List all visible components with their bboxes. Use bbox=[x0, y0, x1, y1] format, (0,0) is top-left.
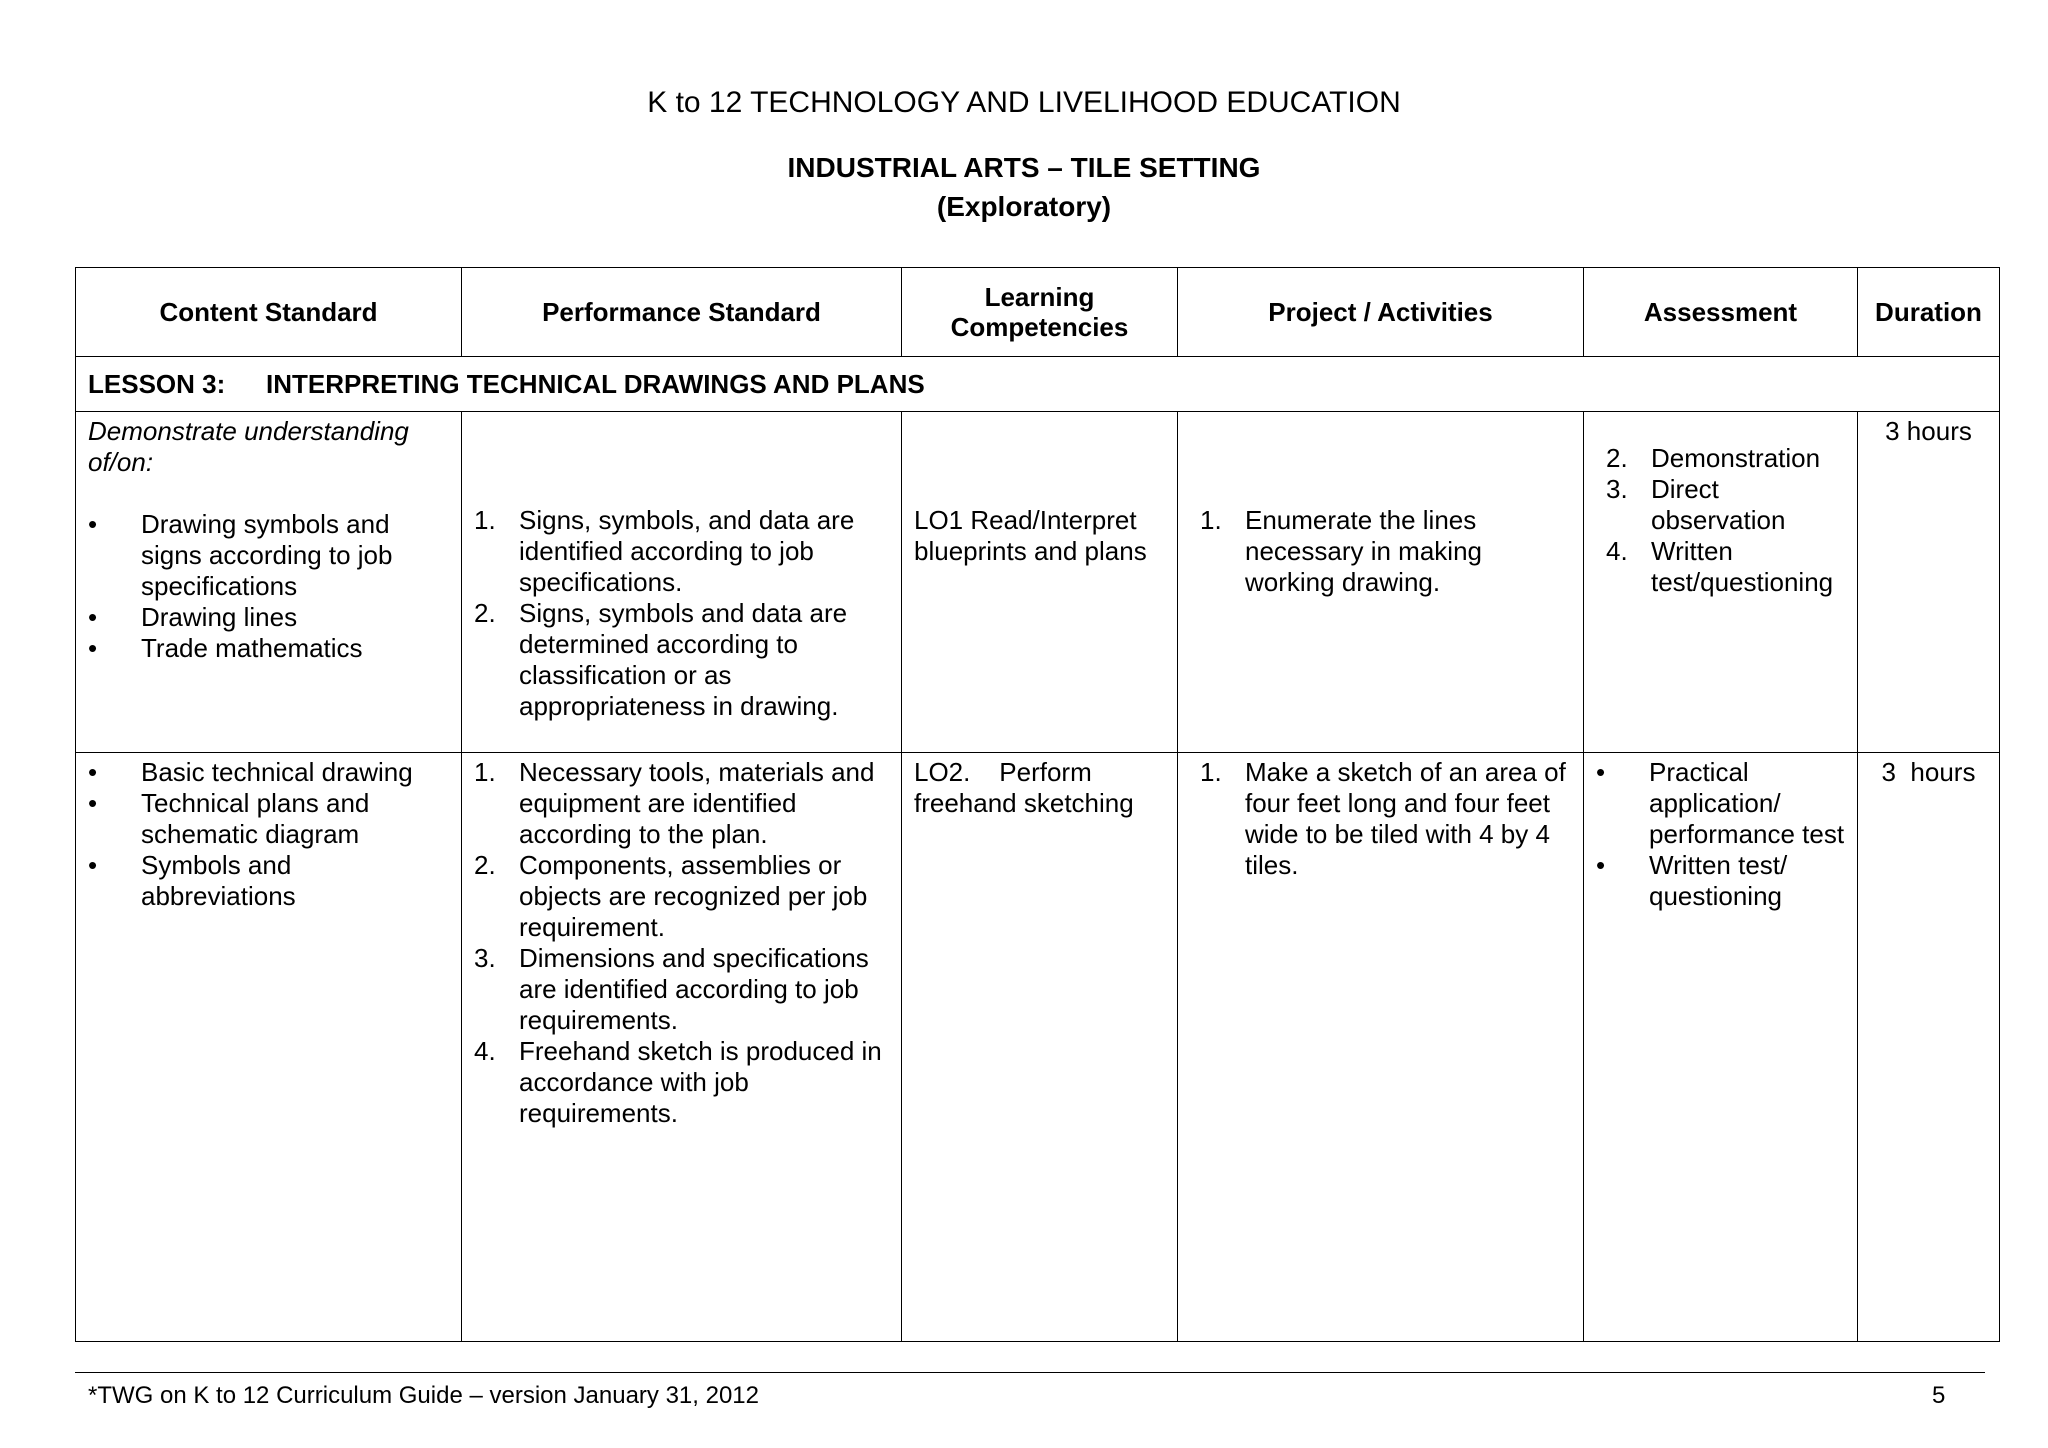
list-item: • Drawing lines bbox=[88, 602, 449, 633]
list-item: 3. Dimensions and specifications are identified according to job requirements. bbox=[474, 943, 869, 1035]
subject-title: INDUSTRIAL ARTS – TILE SETTING bbox=[787, 152, 1261, 183]
list-item: • Symbols and abbreviations bbox=[88, 850, 449, 912]
column-header-content-standard: Content Standard bbox=[76, 268, 462, 357]
duration-text: 3 hours bbox=[1881, 757, 1976, 787]
list-item: 4. Freehand sketch is produced in accordance with job requirements. bbox=[474, 1036, 882, 1128]
list-item: 2. Components, assemblies or objects are recognized per job requirement. bbox=[474, 850, 868, 942]
document-title: K to 12 TECHNOLOGY AND LIVELIHOOD EDUCATION bbox=[647, 86, 1401, 119]
lesson-label: LESSON 3: bbox=[88, 368, 226, 399]
project-list bbox=[1200, 505, 1571, 598]
content-intro: Demonstrate understanding of/on: bbox=[88, 416, 409, 477]
list-item: • Technical plans and schematic diagram bbox=[88, 788, 449, 850]
assessment-list bbox=[1606, 443, 1845, 598]
performance-standard-cell bbox=[462, 412, 902, 753]
list-item: 1. Signs, symbols, and data are identified according to job specifications. bbox=[474, 505, 855, 597]
lesson-title: INTERPRETING TECHNICAL DRAWINGS AND PLANS bbox=[266, 368, 925, 399]
list-item: 1. Necessary tools, materials and equipment are identified according to the plan. bbox=[474, 757, 875, 849]
assessment-list bbox=[1596, 757, 1845, 912]
column-header-learning-line1: Learning bbox=[984, 282, 1095, 312]
content-standard-cell bbox=[76, 753, 462, 1342]
learning-competency-cell bbox=[902, 412, 1178, 753]
column-header-performance-standard: Performance Standard bbox=[462, 268, 902, 357]
project-activities-cell bbox=[1178, 753, 1584, 1342]
table-row bbox=[76, 753, 2000, 1342]
column-header-learning-competencies bbox=[902, 268, 1178, 357]
list-item: • Practical application/ performance test bbox=[1596, 757, 1845, 850]
column-header-learning-line2: Competencies bbox=[950, 312, 1129, 342]
subject-subtitle: (Exploratory) bbox=[936, 191, 1112, 222]
content-list bbox=[88, 509, 449, 664]
list-item: • Trade mathematics bbox=[88, 633, 449, 664]
lesson-cell bbox=[76, 357, 2000, 412]
duration-cell bbox=[1858, 753, 2000, 1342]
curriculum-table bbox=[75, 267, 2000, 1342]
performance-list bbox=[474, 505, 889, 722]
assessment-cell bbox=[1584, 753, 1858, 1342]
lesson-row bbox=[76, 357, 2000, 412]
competency-text: LO2. Perform freehand sketching bbox=[914, 757, 1134, 818]
list-item: 2. Signs, symbols and data are determined according to classification or as appropriateness in drawing. bbox=[474, 598, 848, 721]
list-item: 1. Enumerate the lines necessary in making working drawing. bbox=[1200, 505, 1482, 597]
duration-cell bbox=[1858, 412, 2000, 753]
footer-divider bbox=[75, 1372, 1985, 1373]
column-header-assessment: Assessment bbox=[1584, 268, 1858, 357]
performance-standard-cell bbox=[462, 753, 902, 1342]
column-header-project-activities: Project / Activities bbox=[1178, 268, 1584, 357]
list-item: 4. Written test/questioning bbox=[1606, 536, 1834, 597]
performance-list bbox=[474, 757, 889, 1129]
list-item: 1. Make a sketch of an area of four feet long and four feet wide to be tiled with 4 by 4 tiles. bbox=[1200, 757, 1566, 880]
list-item: • Basic technical drawing bbox=[88, 757, 449, 788]
content-list bbox=[88, 757, 449, 912]
project-list bbox=[1200, 757, 1571, 881]
list-item: 2. Demonstration bbox=[1606, 443, 1821, 473]
duration-text: 3 hours bbox=[1885, 416, 1972, 446]
header-row bbox=[76, 268, 2000, 357]
assessment-cell bbox=[1584, 412, 1858, 753]
competency-text: LO1 Read/Interpret blueprints and plans bbox=[914, 505, 1147, 566]
project-activities-cell bbox=[1178, 412, 1584, 753]
page-number: 5 bbox=[1932, 1382, 1946, 1409]
column-header-duration: Duration bbox=[1858, 268, 2000, 357]
list-item: 3. Direct observation bbox=[1606, 474, 1786, 535]
table-row bbox=[76, 412, 2000, 753]
learning-competency-cell bbox=[902, 753, 1178, 1342]
footer-text: *TWG on K to 12 Curriculum Guide – version January 31, 2012 bbox=[88, 1382, 759, 1409]
list-item: • Written test/ questioning bbox=[1596, 850, 1845, 912]
list-item: • Drawing symbols and signs according to job specifications bbox=[88, 509, 449, 602]
content-standard-cell bbox=[76, 412, 462, 753]
